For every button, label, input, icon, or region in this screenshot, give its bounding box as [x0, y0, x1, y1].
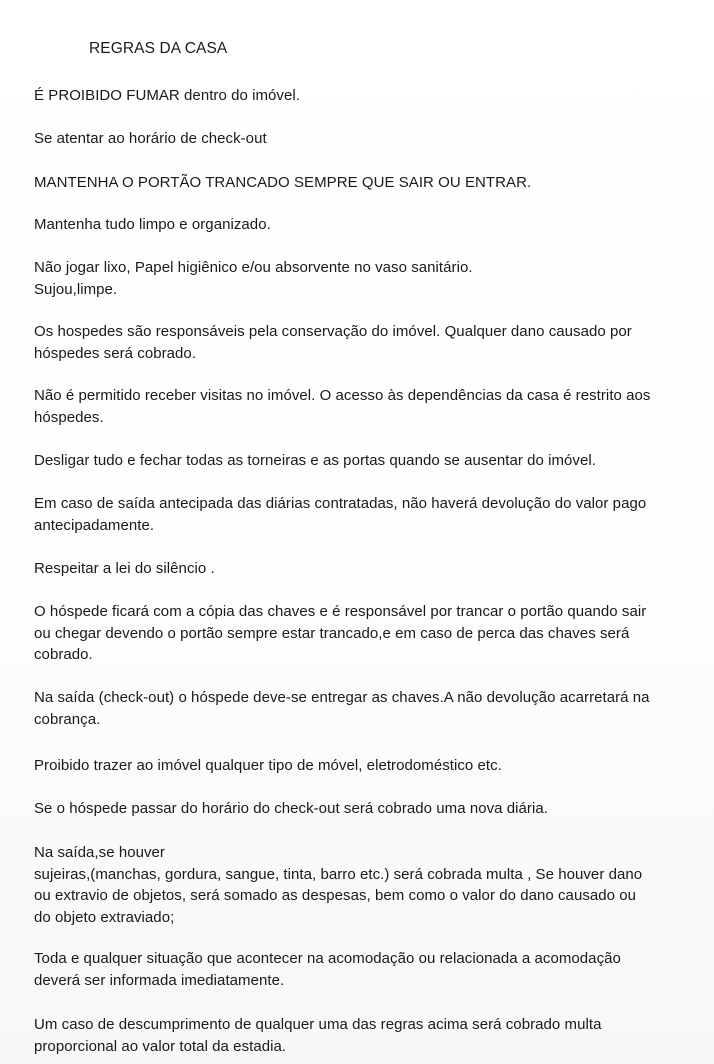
rule-line: antecipadamente. [34, 516, 155, 534]
rule-quiet-hours [34, 558, 704, 580]
rule-line: sujeiras,(manchas, gordura, sangue, tinta, barro etc.) será cobrada multa , Se houver dano [34, 865, 643, 883]
rule-dirt-damage-fine [34, 842, 704, 928]
rule-no-trash-toilet [34, 257, 704, 300]
rule-line: Em caso de saída antecipada das diárias contratadas, não haverá devolução do valor pago [34, 495, 647, 512]
rule-return-keys [34, 687, 704, 730]
rule-line: Sujou,limpe. [34, 280, 118, 298]
page-title: REGRAS DA CASA [89, 40, 228, 57]
rule-property-conservation [34, 321, 704, 364]
rule-line: Se atentar ao horário de check-out [34, 130, 267, 147]
rule-line: cobrado. [34, 646, 93, 663]
rule-line: Um caso de descumprimento de qualquer uma das regras acima será cobrado multa [34, 1016, 602, 1033]
rule-line: MANTENHA O PORTÃO TRANCADO SEMPRE QUE SAIR OU ENTRAR. [34, 174, 532, 191]
rule-line: proporcional ao valor total da estadia. [34, 1037, 287, 1055]
rule-line: Não jogar lixo, Papel higiênico e/ou absorvente no vaso sanitário. [34, 259, 473, 276]
rule-report-incidents [34, 948, 704, 991]
rule-line: Se o hóspede passar do horário do check-out será cobrado uma nova diária. [34, 800, 548, 817]
rule-line: ou extravio de objetos, será somado as despesas, bem como o valor do dano causado ou [34, 887, 637, 904]
rule-checkout-time [34, 128, 704, 150]
rule-line: hóspedes será cobrado. [34, 344, 197, 362]
rule-line: O hóspede ficará com a cópia das chaves e é responsável por trancar o portão quando sair [34, 603, 647, 620]
rule-late-checkout [34, 798, 704, 820]
rule-line: Respeitar a lei do silêncio . [34, 560, 215, 577]
rule-line: Mantenha tudo limpo e organizado. [34, 216, 271, 233]
rule-turn-off-all [34, 450, 704, 472]
rule-no-visitors [34, 385, 704, 428]
rule-line: ou chegar devendo o portão sempre estar trancado,e em caso de perca das chaves será [34, 624, 630, 642]
rule-line: Toda e qualquer situação que acontecer na acomodação ou relacionada a acomodação [34, 950, 621, 967]
rule-no-smoking [34, 85, 704, 107]
rule-line: Os hospedes são responsáveis pela conservação do imóvel. Qualquer dano causado por [34, 323, 632, 340]
rule-line: cobrança. [34, 710, 101, 728]
rule-keys-responsibility [34, 601, 704, 666]
rule-keep-clean [34, 214, 704, 236]
rule-line: Na saída (check-out) o hóspede deve-se entregar as chaves.A não devolução acarretará na [34, 689, 650, 706]
rule-line: Não é permitido receber visitas no imóvel. O acesso às dependências da casa é restrito aos [34, 387, 651, 404]
rule-line: do objeto extraviado; [34, 908, 175, 926]
rule-early-departure [34, 493, 704, 536]
rule-line: Proibido trazer ao imóvel qualquer tipo de móvel, eletrodoméstico etc. [34, 757, 502, 774]
rule-line: hóspedes. [34, 408, 104, 426]
rule-line: Na saída,se houver [34, 844, 165, 861]
rule-line: Desligar tudo e fechar todas as torneiras e as portas quando se ausentar do imóvel. [34, 452, 596, 469]
rule-no-furniture [34, 755, 704, 777]
rule-line: É PROIBIDO FUMAR dentro do imóvel. [34, 87, 300, 104]
rule-breach-fine [34, 1014, 704, 1057]
rule-line: deverá ser informada imediatamente. [34, 971, 285, 989]
rule-gate-locked [34, 172, 704, 194]
